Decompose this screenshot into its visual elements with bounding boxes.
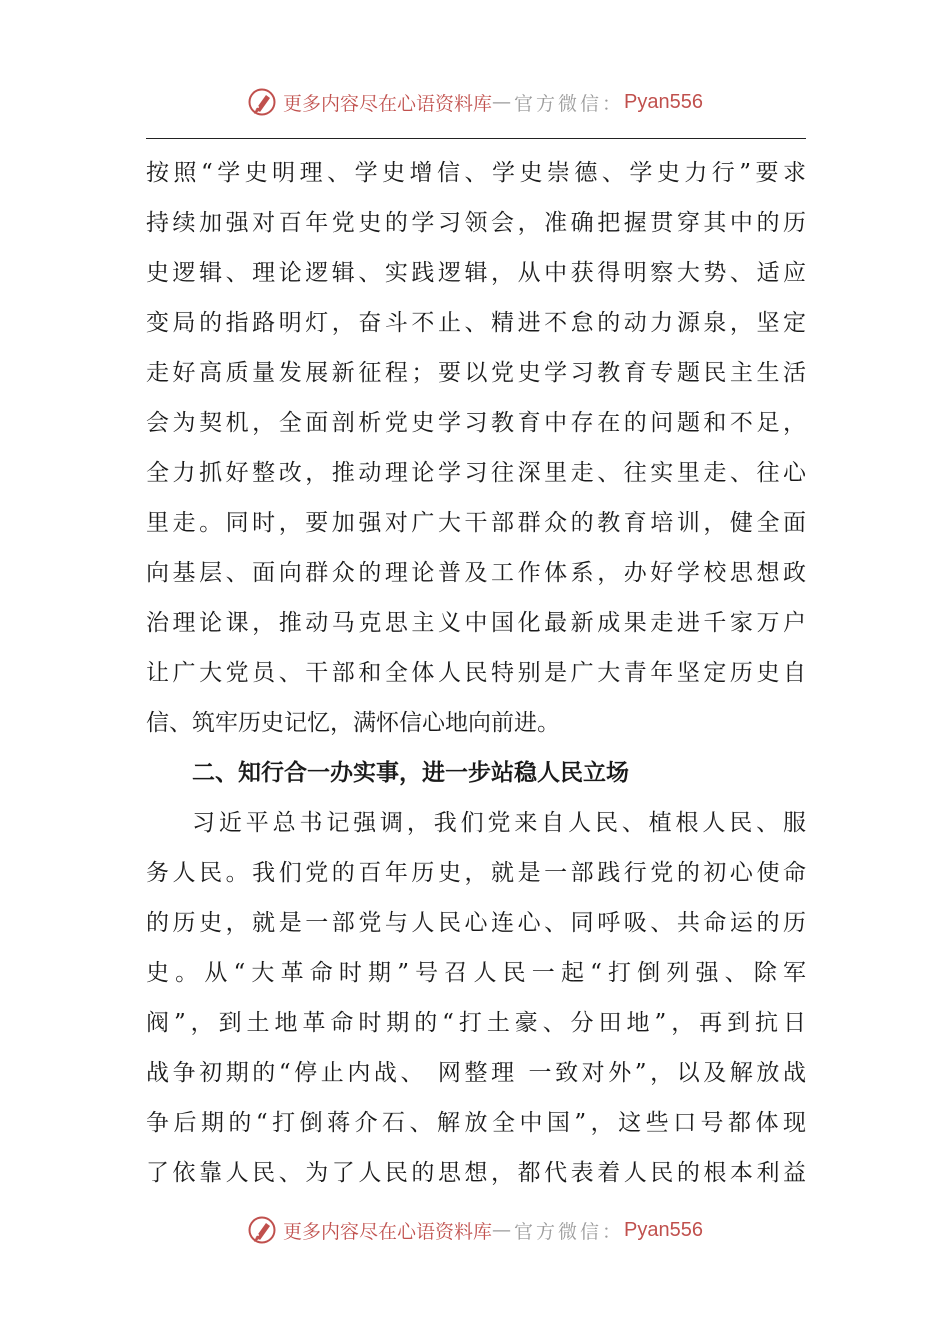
text-line: 里走。同时，要加强对广大干部群众的教育培训，健全面	[146, 510, 806, 536]
header-watermark-banner	[0, 82, 950, 122]
text-line: 向基层、面向群众的理论普及工作体系，办好学校思想政	[146, 560, 806, 586]
text-line: 全力抓好整改，推动理论学习往深里走、往实里走、往心	[146, 460, 806, 486]
header-divider	[146, 138, 806, 139]
text-line: 走好高质量发展新征程；要以党史学习教育专题民主生活	[146, 360, 806, 386]
text-line: 史。从“大革命时期”号召人民一起“打倒列强、除军	[146, 960, 806, 986]
text-line: 习近平总书记强调，我们党来自人民、植根人民、服	[192, 810, 806, 836]
banner-wechat-id: Pyan556	[624, 1218, 703, 1241]
pen-nib-logo-icon	[247, 87, 277, 117]
text-line: 史逻辑、理论逻辑、实践逻辑，从中获得明察大势、适应	[146, 260, 806, 286]
text-line: 争后期的“打倒蒋介石、解放全中国”，这些口号都体现	[146, 1110, 806, 1136]
text-line: 持续加强对百年党史的学习领会，准确把握贯穿其中的历	[146, 210, 806, 236]
text-line: 了依靠人民、为了人民的思想，都代表着人民的根本利益	[146, 1160, 806, 1186]
banner-title: 更多内容尽在心语资料库	[283, 1220, 493, 1243]
banner-dash: —	[492, 91, 515, 113]
text-line: 治理论课，推动马克思主义中国化最新成果走进千家万户	[146, 610, 806, 636]
text-line: 让广大党员、干部和全体人民特别是广大青年坚定历史自	[146, 660, 806, 686]
pen-nib-logo-icon	[247, 1215, 277, 1245]
text-line: 务人民。我们党的百年历史，就是一部践行党的初心使命	[146, 860, 806, 886]
text-line: 阀”，到土地革命时期的“打土豪、分田地”，再到抗日	[146, 1010, 806, 1036]
banner-dash: —	[492, 1219, 515, 1241]
banner-wechat-id: Pyan556	[624, 90, 703, 113]
document-body	[146, 148, 806, 1198]
text-line: 信、筑牢历史记忆，满怀信心地向前进。	[146, 710, 560, 736]
section-heading: 二、知行合一办实事，进一步站稳人民立场	[192, 760, 629, 786]
text-line: 会为契机，全面剖析党史学习教育中存在的问题和不足，	[146, 410, 806, 436]
banner-subtitle: 官方微信：	[514, 1220, 625, 1243]
banner-title: 更多内容尽在心语资料库	[283, 92, 493, 115]
banner-subtitle: 官方微信：	[514, 92, 625, 115]
text-line: 变局的指路明灯，奋斗不止、精进不怠的动力源泉，坚定	[146, 310, 806, 336]
text-line: 按照“学史明理、学史增信、学史崇德、学史力行”要求	[146, 160, 806, 186]
text-line: 的历史，就是一部党与人民心连心、同呼吸、共命运的历	[146, 910, 806, 936]
text-line: 战争初期的“停止内战、 网整理 一致对外”，以及解放战	[146, 1060, 806, 1086]
footer-watermark-banner	[0, 1210, 950, 1250]
